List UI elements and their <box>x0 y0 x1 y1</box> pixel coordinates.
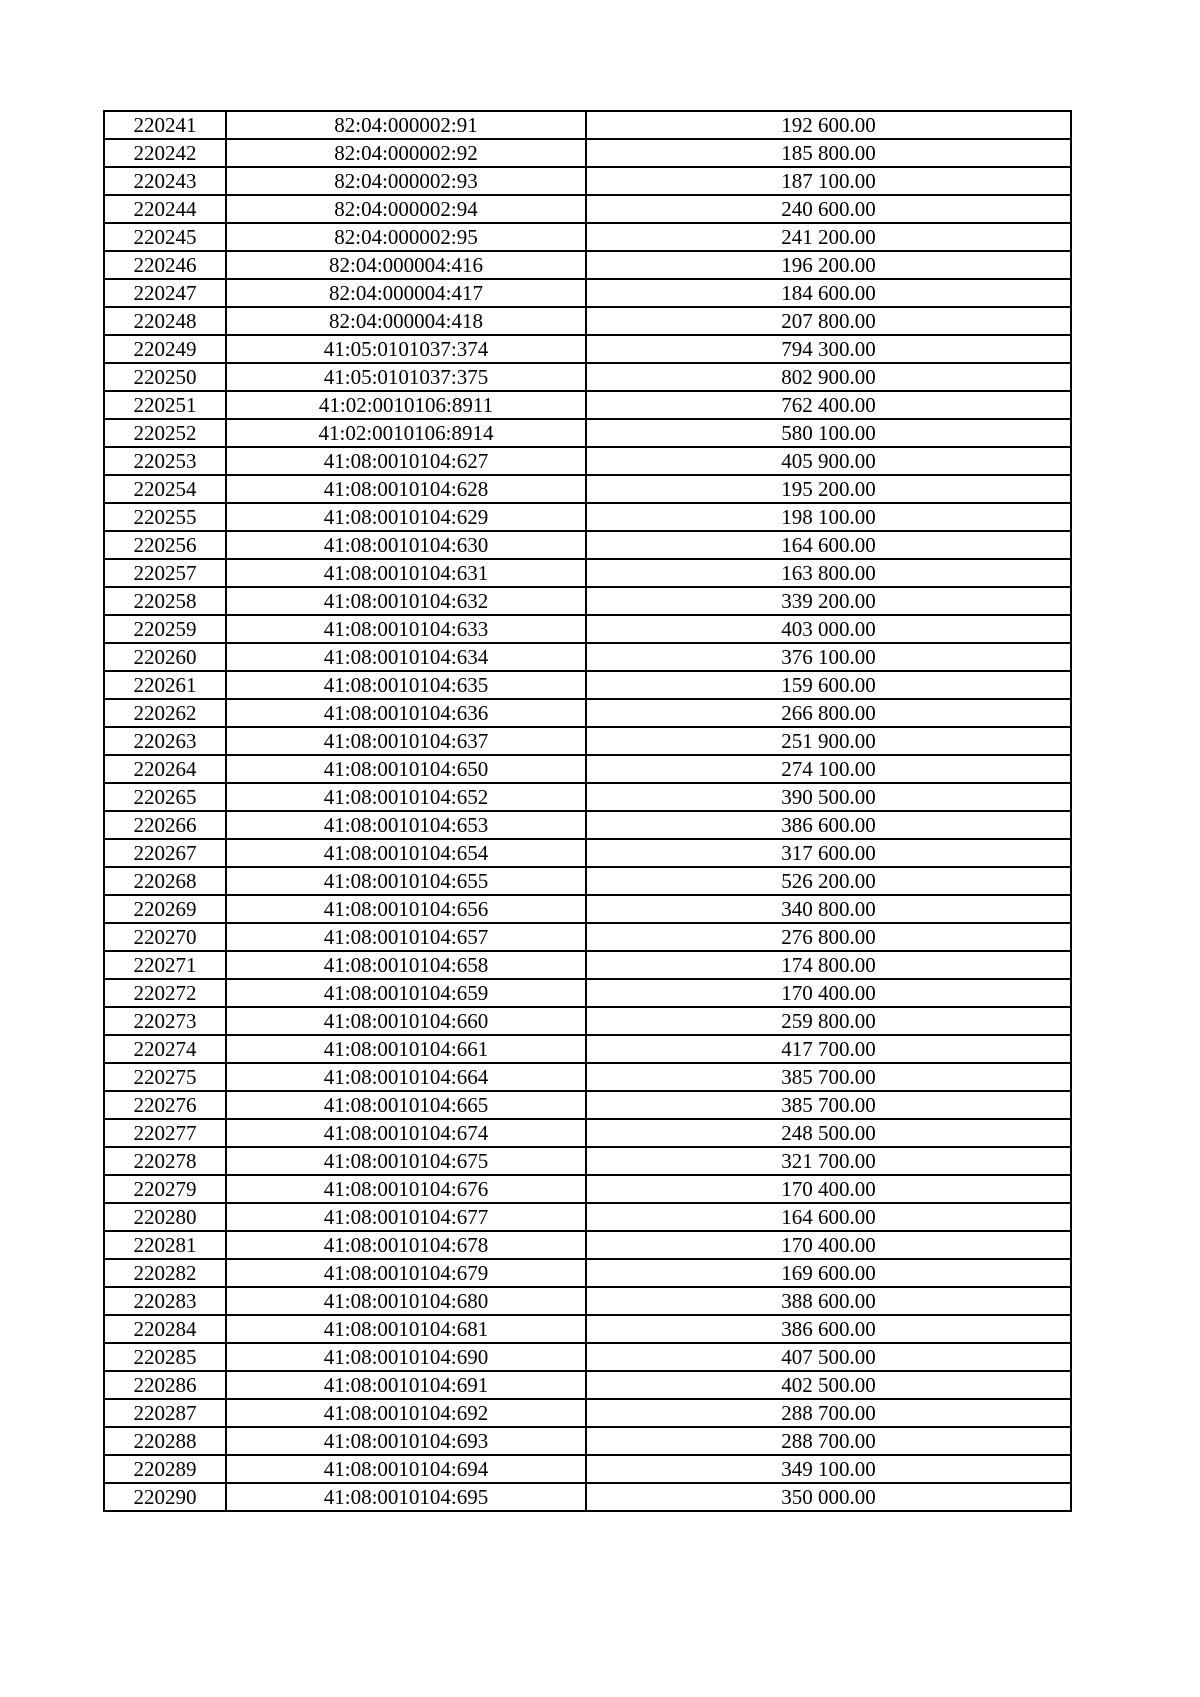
cadastral-number-cell: 41:08:0010104:674 <box>226 1119 586 1147</box>
row-number-cell: 220249 <box>104 335 226 363</box>
table-row <box>104 335 1071 363</box>
cadastral-number-cell: 82:04:000004:417 <box>226 279 586 307</box>
value-cell: 170 400.00 <box>586 1231 1071 1259</box>
cadastral-number-cell: 41:08:0010104:657 <box>226 923 586 951</box>
value-cell: 340 800.00 <box>586 895 1071 923</box>
row-number-cell: 220241 <box>104 111 226 139</box>
row-number-cell: 220279 <box>104 1175 226 1203</box>
cadastral-number-cell: 41:08:0010104:690 <box>226 1343 586 1371</box>
table-row <box>104 503 1071 531</box>
row-number-cell: 220258 <box>104 587 226 615</box>
value-cell: 169 600.00 <box>586 1259 1071 1287</box>
value-cell: 317 600.00 <box>586 839 1071 867</box>
row-number-cell: 220269 <box>104 895 226 923</box>
value-cell: 762 400.00 <box>586 391 1071 419</box>
cadastral-number-cell: 41:08:0010104:660 <box>226 1007 586 1035</box>
cadastral-number-cell: 41:08:0010104:655 <box>226 867 586 895</box>
row-number-cell: 220278 <box>104 1147 226 1175</box>
cadastral-number-cell: 82:04:000002:94 <box>226 195 586 223</box>
row-number-cell: 220273 <box>104 1007 226 1035</box>
table-row <box>104 1091 1071 1119</box>
cadastral-number-cell: 41:08:0010104:634 <box>226 643 586 671</box>
row-number-cell: 220252 <box>104 419 226 447</box>
row-number-cell: 220286 <box>104 1371 226 1399</box>
value-cell: 248 500.00 <box>586 1119 1071 1147</box>
cadastral-number-cell: 82:04:000004:418 <box>226 307 586 335</box>
row-number-cell: 220262 <box>104 699 226 727</box>
cadastral-number-cell: 41:08:0010104:629 <box>226 503 586 531</box>
cadastral-number-cell: 41:08:0010104:675 <box>226 1147 586 1175</box>
value-cell: 276 800.00 <box>586 923 1071 951</box>
row-number-cell: 220242 <box>104 139 226 167</box>
table-row <box>104 447 1071 475</box>
table-row <box>104 279 1071 307</box>
row-number-cell: 220263 <box>104 727 226 755</box>
value-cell: 288 700.00 <box>586 1427 1071 1455</box>
value-cell: 802 900.00 <box>586 363 1071 391</box>
cadastral-number-cell: 41:05:0101037:375 <box>226 363 586 391</box>
row-number-cell: 220274 <box>104 1035 226 1063</box>
value-cell: 170 400.00 <box>586 979 1071 1007</box>
value-cell: 390 500.00 <box>586 783 1071 811</box>
table-row <box>104 559 1071 587</box>
table-row <box>104 139 1071 167</box>
value-cell: 241 200.00 <box>586 223 1071 251</box>
row-number-cell: 220280 <box>104 1203 226 1231</box>
value-cell: 195 200.00 <box>586 475 1071 503</box>
row-number-cell: 220287 <box>104 1399 226 1427</box>
value-cell: 198 100.00 <box>586 503 1071 531</box>
row-number-cell: 220250 <box>104 363 226 391</box>
row-number-cell: 220283 <box>104 1287 226 1315</box>
table-row <box>104 923 1071 951</box>
cadastral-number-cell: 41:08:0010104:692 <box>226 1399 586 1427</box>
row-number-cell: 220256 <box>104 531 226 559</box>
row-number-cell: 220284 <box>104 1315 226 1343</box>
table-row <box>104 1455 1071 1483</box>
table-row <box>104 363 1071 391</box>
cadastral-number-cell: 41:08:0010104:631 <box>226 559 586 587</box>
table-row <box>104 1315 1071 1343</box>
table-row <box>104 1119 1071 1147</box>
table-row <box>104 587 1071 615</box>
value-cell: 288 700.00 <box>586 1399 1071 1427</box>
table-row <box>104 1035 1071 1063</box>
value-cell: 349 100.00 <box>586 1455 1071 1483</box>
table-row <box>104 699 1071 727</box>
value-cell: 274 100.00 <box>586 755 1071 783</box>
table-row <box>104 1483 1071 1511</box>
cadastral-number-cell: 41:08:0010104:659 <box>226 979 586 1007</box>
value-cell: 386 600.00 <box>586 811 1071 839</box>
row-number-cell: 220268 <box>104 867 226 895</box>
table-row <box>104 783 1071 811</box>
row-number-cell: 220253 <box>104 447 226 475</box>
cadastral-number-cell: 41:08:0010104:693 <box>226 1427 586 1455</box>
table-row <box>104 1231 1071 1259</box>
value-cell: 192 600.00 <box>586 111 1071 139</box>
registry-table-body <box>104 111 1071 1511</box>
value-cell: 403 000.00 <box>586 615 1071 643</box>
cadastral-number-cell: 82:04:000002:93 <box>226 167 586 195</box>
row-number-cell: 220285 <box>104 1343 226 1371</box>
value-cell: 526 200.00 <box>586 867 1071 895</box>
row-number-cell: 220260 <box>104 643 226 671</box>
cadastral-number-cell: 41:05:0101037:374 <box>226 335 586 363</box>
row-number-cell: 220265 <box>104 783 226 811</box>
table-row <box>104 1399 1071 1427</box>
table-row <box>104 1007 1071 1035</box>
row-number-cell: 220244 <box>104 195 226 223</box>
value-cell: 251 900.00 <box>586 727 1071 755</box>
value-cell: 187 100.00 <box>586 167 1071 195</box>
value-cell: 350 000.00 <box>586 1483 1071 1511</box>
table-row <box>104 615 1071 643</box>
value-cell: 164 600.00 <box>586 1203 1071 1231</box>
table-row <box>104 223 1071 251</box>
table-row <box>104 811 1071 839</box>
value-cell: 376 100.00 <box>586 643 1071 671</box>
cadastral-number-cell: 41:08:0010104:650 <box>226 755 586 783</box>
table-row <box>104 1259 1071 1287</box>
table-row <box>104 643 1071 671</box>
table-row <box>104 111 1071 139</box>
table-row <box>104 195 1071 223</box>
table-row <box>104 839 1071 867</box>
cadastral-number-cell: 41:08:0010104:676 <box>226 1175 586 1203</box>
cadastral-number-cell: 41:08:0010104:635 <box>226 671 586 699</box>
value-cell: 207 800.00 <box>586 307 1071 335</box>
row-number-cell: 220261 <box>104 671 226 699</box>
row-number-cell: 220245 <box>104 223 226 251</box>
table-row <box>104 475 1071 503</box>
row-number-cell: 220257 <box>104 559 226 587</box>
row-number-cell: 220271 <box>104 951 226 979</box>
row-number-cell: 220255 <box>104 503 226 531</box>
row-number-cell: 220282 <box>104 1259 226 1287</box>
cadastral-number-cell: 41:08:0010104:691 <box>226 1371 586 1399</box>
cadastral-number-cell: 41:08:0010104:694 <box>226 1455 586 1483</box>
cadastral-number-cell: 41:08:0010104:628 <box>226 475 586 503</box>
value-cell: 321 700.00 <box>586 1147 1071 1175</box>
value-cell: 196 200.00 <box>586 251 1071 279</box>
value-cell: 170 400.00 <box>586 1175 1071 1203</box>
cadastral-number-cell: 41:08:0010104:636 <box>226 699 586 727</box>
table-row <box>104 1427 1071 1455</box>
table-row <box>104 671 1071 699</box>
table-row <box>104 1203 1071 1231</box>
cadastral-number-cell: 41:08:0010104:681 <box>226 1315 586 1343</box>
table-row <box>104 307 1071 335</box>
table-row <box>104 1343 1071 1371</box>
cadastral-number-cell: 41:08:0010104:627 <box>226 447 586 475</box>
row-number-cell: 220276 <box>104 1091 226 1119</box>
value-cell: 388 600.00 <box>586 1287 1071 1315</box>
table-row <box>104 1063 1071 1091</box>
row-number-cell: 220289 <box>104 1455 226 1483</box>
cadastral-number-cell: 41:08:0010104:653 <box>226 811 586 839</box>
value-cell: 259 800.00 <box>586 1007 1071 1035</box>
row-number-cell: 220246 <box>104 251 226 279</box>
value-cell: 405 900.00 <box>586 447 1071 475</box>
row-number-cell: 220281 <box>104 1231 226 1259</box>
row-number-cell: 220259 <box>104 615 226 643</box>
cadastral-number-cell: 82:04:000002:91 <box>226 111 586 139</box>
cadastral-number-cell: 41:08:0010104:633 <box>226 615 586 643</box>
row-number-cell: 220254 <box>104 475 226 503</box>
table-row <box>104 1287 1071 1315</box>
cadastral-number-cell: 41:02:0010106:8911 <box>226 391 586 419</box>
value-cell: 794 300.00 <box>586 335 1071 363</box>
cadastral-number-cell: 41:08:0010104:661 <box>226 1035 586 1063</box>
row-number-cell: 220272 <box>104 979 226 1007</box>
row-number-cell: 220243 <box>104 167 226 195</box>
table-row <box>104 979 1071 1007</box>
value-cell: 185 800.00 <box>586 139 1071 167</box>
cadastral-number-cell: 41:08:0010104:658 <box>226 951 586 979</box>
row-number-cell: 220288 <box>104 1427 226 1455</box>
row-number-cell: 220251 <box>104 391 226 419</box>
cadastral-number-cell: 41:08:0010104:652 <box>226 783 586 811</box>
cadastral-number-cell: 41:08:0010104:630 <box>226 531 586 559</box>
value-cell: 240 600.00 <box>586 195 1071 223</box>
value-cell: 417 700.00 <box>586 1035 1071 1063</box>
table-row <box>104 895 1071 923</box>
value-cell: 402 500.00 <box>586 1371 1071 1399</box>
row-number-cell: 220270 <box>104 923 226 951</box>
value-cell: 339 200.00 <box>586 587 1071 615</box>
row-number-cell: 220267 <box>104 839 226 867</box>
value-cell: 164 600.00 <box>586 531 1071 559</box>
cadastral-number-cell: 41:08:0010104:656 <box>226 895 586 923</box>
table-row <box>104 755 1071 783</box>
value-cell: 266 800.00 <box>586 699 1071 727</box>
cadastral-number-cell: 82:04:000002:95 <box>226 223 586 251</box>
cadastral-number-cell: 41:08:0010104:695 <box>226 1483 586 1511</box>
cadastral-number-cell: 41:02:0010106:8914 <box>226 419 586 447</box>
value-cell: 385 700.00 <box>586 1063 1071 1091</box>
row-number-cell: 220290 <box>104 1483 226 1511</box>
table-row <box>104 1371 1071 1399</box>
row-number-cell: 220277 <box>104 1119 226 1147</box>
table-row <box>104 167 1071 195</box>
cadastral-number-cell: 41:08:0010104:678 <box>226 1231 586 1259</box>
row-number-cell: 220247 <box>104 279 226 307</box>
registry-table <box>103 110 1072 1512</box>
table-row <box>104 1147 1071 1175</box>
table-row <box>104 419 1071 447</box>
value-cell: 407 500.00 <box>586 1343 1071 1371</box>
table-row <box>104 951 1071 979</box>
row-number-cell: 220264 <box>104 755 226 783</box>
value-cell: 159 600.00 <box>586 671 1071 699</box>
value-cell: 386 600.00 <box>586 1315 1071 1343</box>
cadastral-number-cell: 82:04:000004:416 <box>226 251 586 279</box>
cadastral-number-cell: 82:04:000002:92 <box>226 139 586 167</box>
value-cell: 174 800.00 <box>586 951 1071 979</box>
cadastral-number-cell: 41:08:0010104:637 <box>226 727 586 755</box>
cadastral-number-cell: 41:08:0010104:677 <box>226 1203 586 1231</box>
cadastral-number-cell: 41:08:0010104:632 <box>226 587 586 615</box>
table-row <box>104 531 1071 559</box>
table-row <box>104 251 1071 279</box>
row-number-cell: 220266 <box>104 811 226 839</box>
value-cell: 184 600.00 <box>586 279 1071 307</box>
cadastral-number-cell: 41:08:0010104:679 <box>226 1259 586 1287</box>
table-row <box>104 1175 1071 1203</box>
cadastral-number-cell: 41:08:0010104:665 <box>226 1091 586 1119</box>
table-row <box>104 391 1071 419</box>
row-number-cell: 220248 <box>104 307 226 335</box>
cadastral-number-cell: 41:08:0010104:664 <box>226 1063 586 1091</box>
value-cell: 580 100.00 <box>586 419 1071 447</box>
cadastral-number-cell: 41:08:0010104:680 <box>226 1287 586 1315</box>
value-cell: 385 700.00 <box>586 1091 1071 1119</box>
table-row <box>104 867 1071 895</box>
table-row <box>104 727 1071 755</box>
value-cell: 163 800.00 <box>586 559 1071 587</box>
cadastral-number-cell: 41:08:0010104:654 <box>226 839 586 867</box>
row-number-cell: 220275 <box>104 1063 226 1091</box>
